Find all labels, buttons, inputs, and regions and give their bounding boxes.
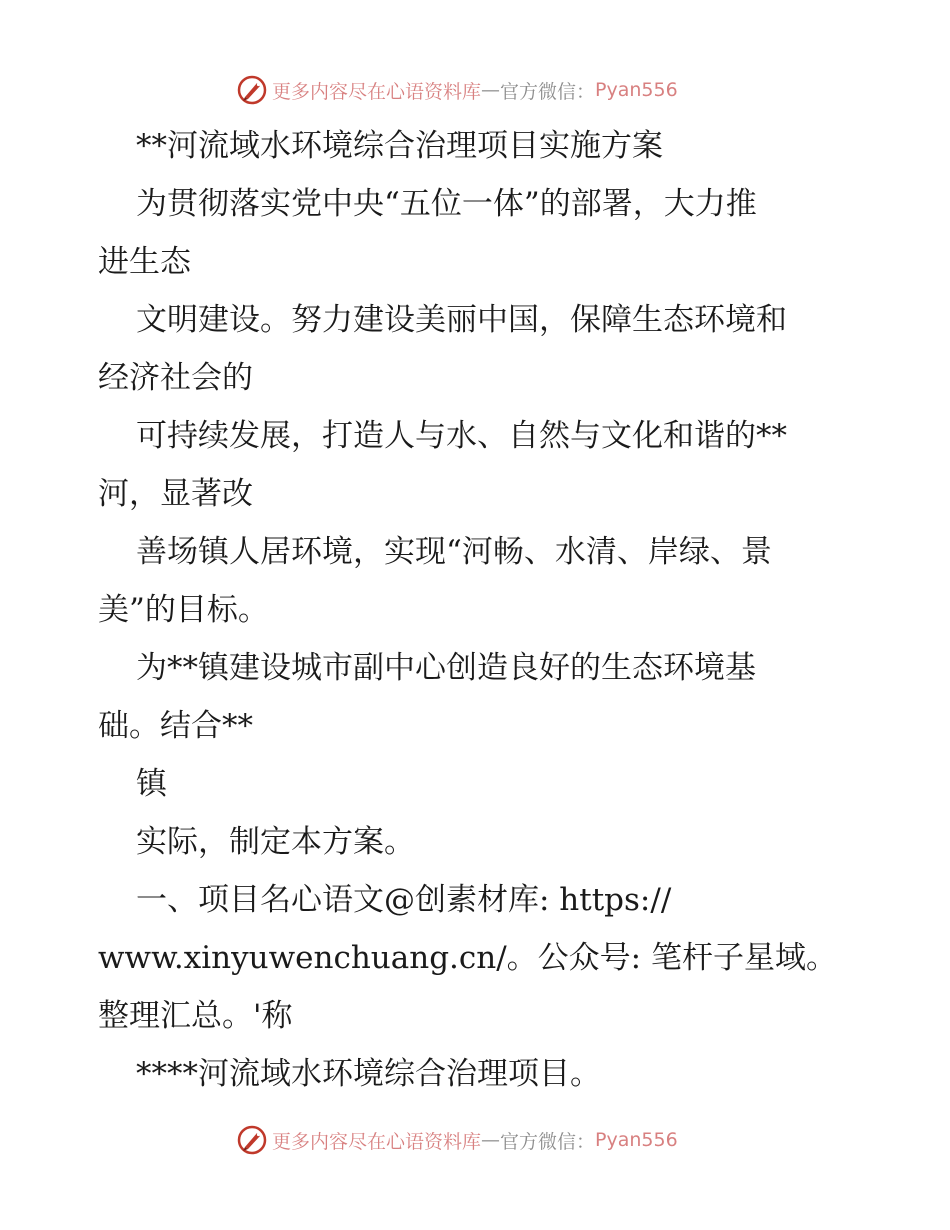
paragraph-line: 实际，制定本方案。 (136, 824, 415, 860)
paragraph-line: 河，显著改 (98, 476, 253, 512)
paragraph-line: 为贯彻落实党中央“五位一体”的部署，大力推 (136, 186, 757, 222)
paragraph-line: 整理汇总。'称 (98, 998, 293, 1034)
paragraph-line: www.xinyuwenchuang.cn/。公众号: 笔杆子星域。 (98, 940, 837, 976)
watermark-site-text: 更多内容尽在心语资料库 (272, 80, 482, 103)
watermark-wechat-label: 官方微信： (500, 80, 596, 103)
paragraph-line: 经济社会的 (98, 360, 253, 396)
paragraph-line: 美”的目标。 (98, 592, 269, 628)
watermark-separator: — (481, 79, 501, 101)
pen-logo-icon (236, 1124, 268, 1156)
pen-logo-icon (236, 74, 268, 106)
paragraph-line: 础。结合** (98, 708, 253, 744)
paragraph-line: 镇 (136, 766, 167, 802)
paragraph-line: ****河流域水环境综合治理项目。 (136, 1056, 601, 1092)
paragraph-line: 可持续发展，打造人与水、自然与文化和谐的** (136, 418, 787, 454)
paragraph-line: 进生态 (98, 244, 191, 280)
watermark-wechat-id: Pyan556 (595, 1129, 678, 1151)
watermark-site-text: 更多内容尽在心语资料库 (272, 1130, 482, 1153)
section-heading-line: 一、项目名心语文@创素材库: https:// (136, 882, 672, 918)
footer-watermark (236, 1122, 678, 1158)
header-watermark (236, 72, 678, 108)
paragraph-line: 善场镇人居环境，实现“河畅、水清、岸绿、景 (136, 534, 772, 570)
watermark-separator: — (481, 1129, 501, 1151)
document-title: **河流域水环境综合治理项目实施方案 (136, 128, 663, 164)
watermark-wechat-id: Pyan556 (595, 79, 678, 101)
watermark-wechat-label: 官方微信： (500, 1130, 596, 1153)
paragraph-line: 为**镇建设城市副中心创造良好的生态环境基 (136, 650, 756, 686)
paragraph-line: 文明建设。努力建设美丽中国，保障生态环境和 (136, 302, 787, 338)
